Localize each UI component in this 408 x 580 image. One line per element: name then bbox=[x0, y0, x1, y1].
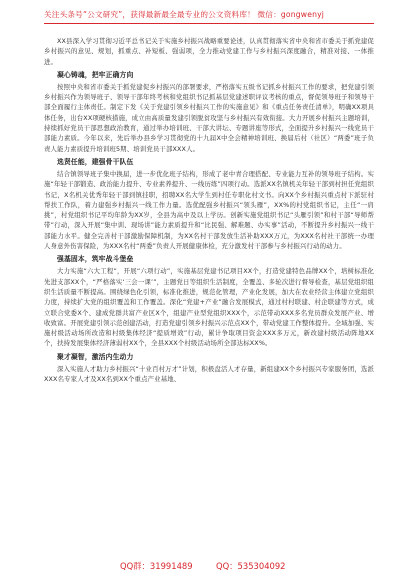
section-heading-3: 强基固本，筑牢战斗堡垒 bbox=[57, 255, 134, 264]
section-heading-1: 凝心铸魂，把牢正确方向 bbox=[57, 70, 134, 79]
section-4-paragraph: 深入实施人才助力乡村振兴“十业百村万才”计划，积极盘活人才存量，新组建XX个乡村振兴专家服务团，选派XXX名专家人才及XX名到XX个重点产业基地、 bbox=[44, 364, 374, 384]
qq-group-number: QQ群：31991489 bbox=[120, 561, 193, 571]
section-1-paragraph: 按照中央和省市委关于抓党建促乡村振兴的部署要求，严格落实五级书记抓乡村振兴工作的要求，把党建引领乡村振兴作为领导班子、领导干部年终考核和党组织书记抓基层党建述职评议考核的重点，督促领导班子和领导干部全面履行主体责任。制定下发《关于党建引领乡村振兴工作的实施意见》和《重点任务责任清单》，明确XX项具体任务，出台XX项硬核措施，成立由高质量发建引领脱贫攻坚与乡村振兴有效衔接。大力开展乡村振兴主题培训，持续抓好党员干部思想政治教育，通过举办培训班、干部大讲坛、专题讲座等形式，全面提升乡村振兴一线党员干部能力素质。今年以来，先后举办县乡学习贯彻党的十九届X中全会精神培训班、换届后村（社区）“两委”班子负责人能力素质提升培训班5期、培训党员干部XXX人。 bbox=[44, 82, 374, 153]
intro-paragraph: XX县深入学习贯彻习近平总书记关于实施乡村振兴战略重要论述，认真贯彻落实省中央和省市委关于抓党建促乡村振兴的意见、规划，抓重点、补短板、强弱项，全力推动党建工作与乡村振兴深度融合，精准对接、一体推进。 bbox=[44, 37, 374, 66]
section-heading-2: 选贤任能，建强骨干队伍 bbox=[57, 157, 134, 166]
header-banner bbox=[0, 0, 408, 30]
section-3-paragraph: 大力实施“六大工程”，开展“六项行动”，实施基层党建书记项目XX个，打造党建特色品牌XX个，培树标准化先进支部XX个，“严格落实‘三会一课’”，主题党日等组织生活制度，全覆盖、多轮次进行督导检查，基层党组织组织生活质量不断提高。围绕绿色化引领，标准化推进，规范化管理，产业化发展，加大在农业经营主体建立党组织力度，持续扩大党的组织覆盖和工作覆盖。深化“党建+产业”融合发展模式，通过村村联建、村企联建等方式，成立联合党委X个、建成党群共富产业区X个，组建产业型党组织XXX个，示范带动XXX多名党员群众发展产业、增收致富。开展党建引领示范创建活动，打造党建引领乡村振兴示范点XX个，带动党建工作整体提升。全域加强、实施村级活动场所改造和村级集体经济“提质增效”行动，累计争取项目资金XXX多万元，新改建村级活动阵地XX个，扶持发展集体经济薄弱村XX个，全县XXX个村级活动场所全部达标XX%。 bbox=[44, 267, 374, 348]
qq-number: QQ：535304092 bbox=[216, 561, 286, 571]
header-divider bbox=[44, 23, 374, 24]
section-heading-4: 聚才凝智，激活内生动力 bbox=[57, 352, 134, 361]
footer bbox=[0, 556, 408, 576]
section-2-paragraph: 结合镇领导班子集中换届，进一步优化班子结构，形成了老中青合理搭配、专业能力互补的领导班子结构。实施“年轻干部锻造、政治能力提升、专业素养提升、一线历练”四项行动。选派XX名镇机关年轻干部到村担任党组织书记，X名机关优秀年轻干部到镇挂职，招聘XX名大学生到村任专职化村文书。向XX个乡村振兴重点村下派驻村帮扶工作队，着力建强乡村振兴一线工作力量。选优配强乡村振兴“领头雁”，XX%的村党组织书记，主任“一肩挑”，村党组织书记平均年龄为XX岁，全县为高中及以上学历。创新实施党组织书记“头雁引领”和村干部“导师帮带”行动，深入开展“集中训、现场讲”能力素质提升和“比民强、解难题、办实事”活动，不断提升乡村振兴一线干部能力水平。健全完善村干部激励保障机制，为XX名村干部发放生活补助XXX万元，为XXX名村社干部统一办理人身意外伤害保险，为XXX名村“两委”负责人开展健康体检，充分激发村干部参与乡村振兴行动的动力。 bbox=[44, 169, 374, 251]
document-body bbox=[44, 36, 374, 384]
promo-banner-text: 关注头条号“公文研究”，获得最新最全最专业的公文资料库！ 微信：gongwenyj bbox=[44, 10, 325, 19]
